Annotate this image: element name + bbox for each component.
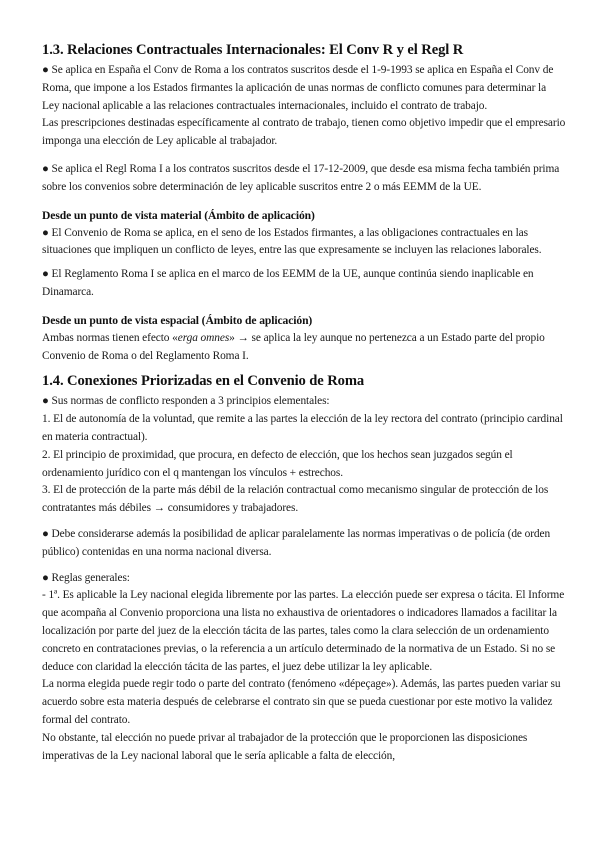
paragraph-normas-imperativas: ● Debe considerarse además la posibilidad de aplicar paralelamente las normas imperativas o de policía (de orden público) contenidas en una norma nacional diversa. [42, 527, 551, 558]
section-heading-1-4: 1.4. Conexiones Priorizadas en el Convenio de Roma [42, 373, 365, 390]
principle-proteccion: 3. El de protección de la parte más débil de la relación contractual como mecanismo singular de protección de los contratantes más débiles → consumidores y trabajadores. [42, 484, 549, 515]
paragraph-convenio-ambito: ● El Convenio de Roma se aplica, en el seno de los Estados firmantes, a las obligaciones contractuales en las situaciones que impliquen un conflicto de leyes, entre las que expresamente se incluyen las relaciones laborales. [42, 226, 542, 257]
paragraph-regl-roma: ● Se aplica el Regl Roma I a los contratos suscritos desde el 17-12-2009, que desde esa misma fecha también prima sobre los convenios sobre determinación de ley aplicable suscritos entre 2 o más EEMM de la UE. [42, 162, 560, 193]
paragraph-depecage: La norma elegida puede regir todo o parte del contrato (fenómeno «dépeçage»). Además, las partes pueden variar su acuerdo sobre esta materia después de celebrarse el contrato sin que se pueda cuestionar por este motivo la validez formal del contrato. [42, 678, 561, 726]
paragraph-reglamento-ambito: ● El Reglamento Roma I se aplica en el marco de los EEMM de la UE, aunque continúa siendo inaplicable en Dinamarca. [42, 268, 534, 298]
erga-omnes-post: » → se aplica la ley aunque no pertenezca a un Estado parte del propio Convenio de Roma o del Reglamento Roma I. [42, 331, 545, 362]
paragraph-principios-intro: ● Sus normas de conflicto responden a 3 principios elementales: [42, 395, 330, 408]
rules-heading: ● Reglas generales: [42, 571, 130, 584]
subheading-espacial: Desde un punto de vista espacial (Ámbito de aplicación) [42, 313, 313, 327]
erga-omnes-pre: Ambas normas tienen efecto « [42, 331, 178, 344]
rule-first: - 1ª. Es aplicable la Ley nacional elegida libremente por las partes. La elección puede ser expresa o tácita. El Informe que acompaña al Convenio proporciona una lista no exhaustiva de orientadores o indicadores llamados a facilitar la localización por parte del juez de la elección tácita de las partes, tales como la clara selección de un ordenamiento concreto en contrataciones previas, o la referencia a un artículo determinado de la normativa de un Estado. Si no se deduce con claridad la elección tácita de las partes, el juez debe utilizar la ley aplicable. [42, 589, 565, 673]
paragraph-erga-omnes [42, 330, 566, 366]
paragraph-conv-roma: ● Se aplica en España el Conv de Roma a los contratos suscritos desde el 1-9-1993 se aplica en España el Conv de Roma, que impone a los Estados firmantes la aplicación de unas normas de conflicto comunes para determinar la Ley nacional aplicable a las relaciones contractuales internacionales, incluido el contrato de trabajo. [42, 64, 554, 112]
paragraph-prescripciones: Las prescripciones destinadas específicamente al contrato de trabajo, tienen como objetivo impedir que el empresario imponga una elección de Ley aplicable al trabajador. [42, 117, 566, 148]
principle-proximidad: 2. El principio de proximidad, que procura, en defecto de elección, que los hechos sean juzgados según el ordenamiento jurídico con el q mantengan los vínculos + estrechos. [42, 448, 513, 479]
subheading-material: Desde un punto de vista material (Ámbito de aplicación) [42, 208, 315, 222]
principle-autonomia: 1. El de autonomía de la voluntad, que remite a las partes la elección de la ley rectora del contrato (principio cardinal en materia contractual). [42, 413, 563, 443]
paragraph-no-obstante: No obstante, tal elección no puede privar al trabajador de la protección que le proporcionen las disposiciones imperativas de la Ley nacional laboral que le sería aplicable a falta de elección, [42, 731, 528, 762]
erga-omnes-term: erga omnes [177, 331, 230, 344]
section-heading-1-3: 1.3. Relaciones Contractuales Internacionales: El Conv R y el Regl R [42, 42, 464, 58]
